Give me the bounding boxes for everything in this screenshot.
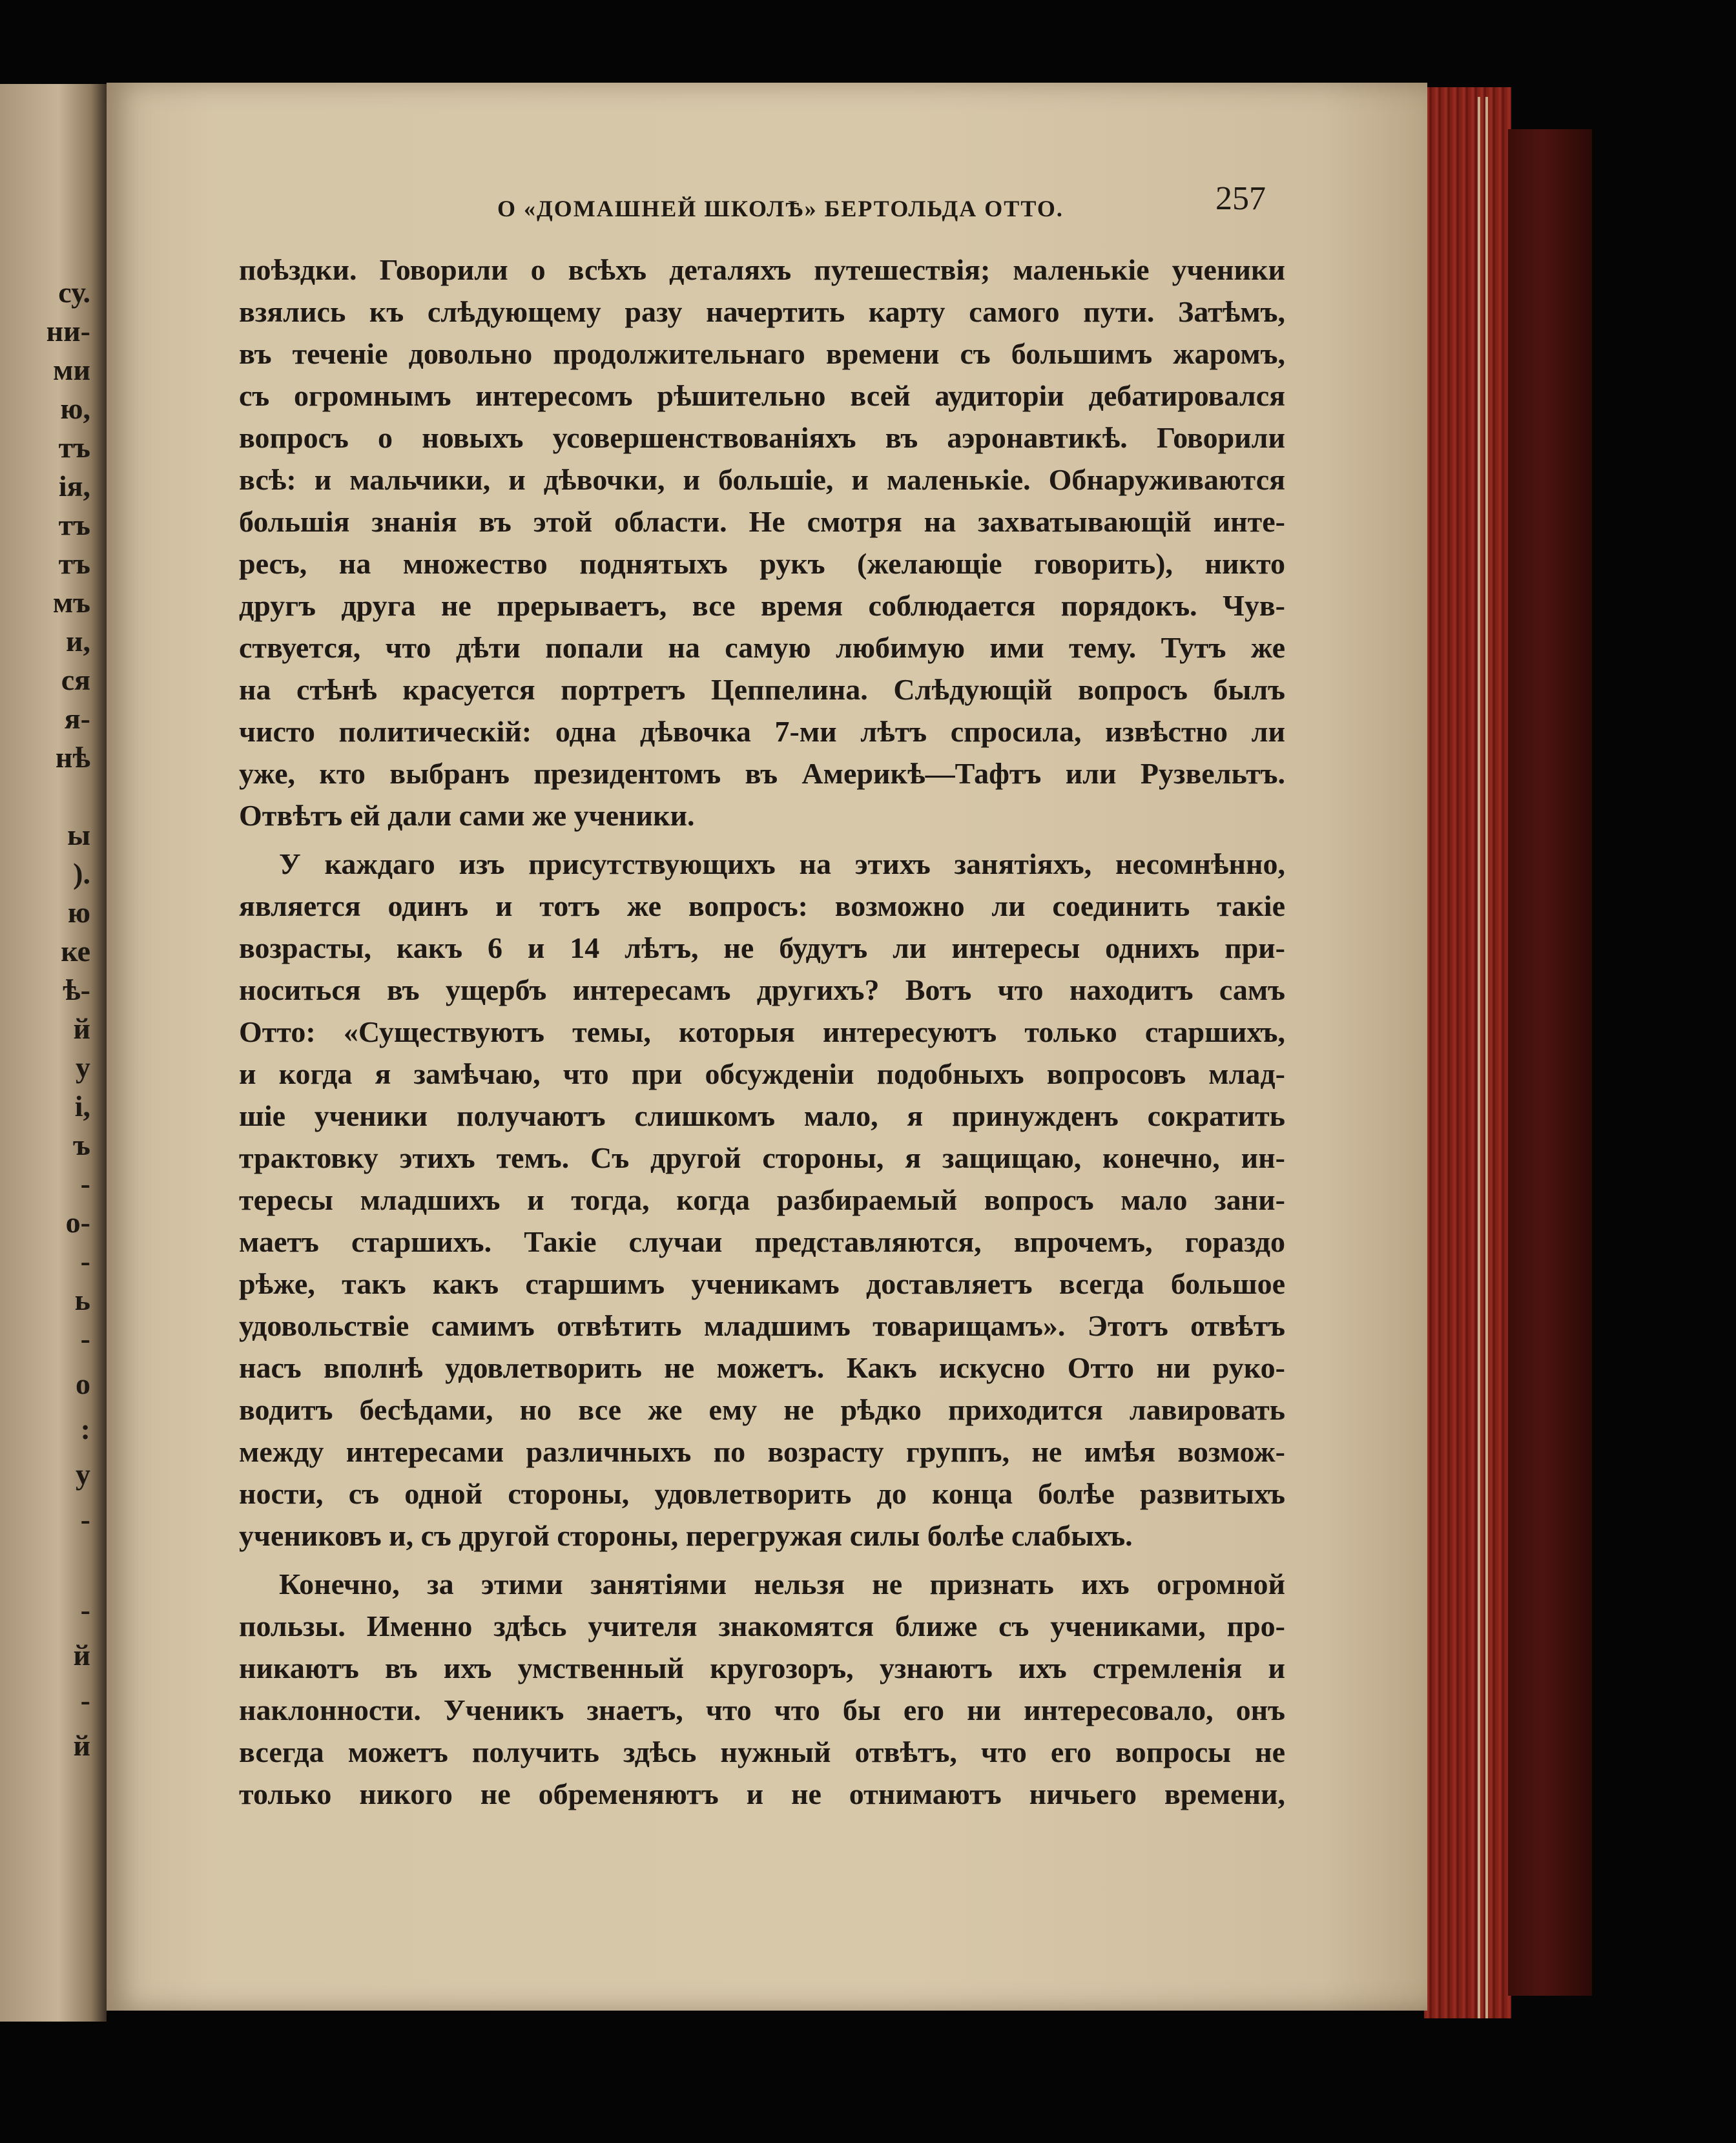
- prev-page-fragment: -: [80, 1167, 90, 1200]
- prev-page-fragment: тъ: [58, 431, 90, 464]
- prev-page-fragment: й: [73, 1639, 90, 1672]
- prev-page-fragment: -: [80, 1503, 90, 1536]
- text-line: ресъ, на множество поднятыхъ рукъ (желающіе говорить), никто: [239, 547, 1285, 580]
- text-line: въ теченіе довольно продолжительнаго времени съ большимъ жаромъ,: [239, 337, 1285, 370]
- prev-page-fragment: й: [73, 1012, 90, 1045]
- text-line: взялись къ слѣдующему разу начертить карту самого пути. Затѣмъ,: [239, 295, 1285, 328]
- text-line: тересы младшихъ и тогда, когда разбираемый вопросъ мало зани-: [239, 1183, 1285, 1216]
- text-line: У каждаго изъ присутствующихъ на этихъ занятіяхъ, несомнѣнно,: [279, 847, 1285, 880]
- prev-page-fragment: -: [80, 1245, 90, 1278]
- prev-page-fragment: ).: [73, 857, 90, 890]
- prev-page-fragment: тъ: [58, 508, 90, 541]
- prev-page-fragment: о: [76, 1367, 90, 1400]
- prev-page-fragment: и,: [65, 625, 90, 657]
- text-line: Конечно, за этими занятіями нельзя не признать ихъ огромной: [279, 1568, 1285, 1600]
- text-line: только никого не обременяютъ и не отнимаютъ ничьего времени,: [239, 1777, 1285, 1810]
- prev-page-fragment: мъ: [52, 586, 90, 619]
- prev-page-fragment: ѣ-: [63, 973, 90, 1006]
- prev-page-fragment: -: [80, 1684, 90, 1717]
- prev-page-fragment: ь: [74, 1283, 90, 1316]
- text-line: ствуется, что дѣти попали на самую любимую ими тему. Тутъ же: [239, 631, 1285, 664]
- text-line: учениковъ и, съ другой стороны, перегружая силы болѣе слабыхъ.: [239, 1519, 1133, 1552]
- prev-page-fragment: ю: [67, 896, 90, 929]
- text-line: возрасты, какъ 6 и 14 лѣтъ, не будутъ ли интересы однихъ при-: [239, 931, 1285, 964]
- prev-page-fragment: ю,: [60, 392, 90, 425]
- text-line: трактовку этихъ темъ. Съ другой стороны, я защищаю, конечно, ин-: [239, 1141, 1285, 1174]
- prev-page-fragment: ъ: [73, 1128, 90, 1161]
- text-line: наклонности. Ученикъ знаетъ, что что бы его ни интересовало, онъ: [239, 1693, 1285, 1726]
- text-line: между интересами различныхъ по возрасту группъ, не имѣя возмож-: [239, 1435, 1285, 1468]
- prev-page-fragment: о-: [65, 1206, 90, 1239]
- previous-page-edge: [0, 84, 107, 2022]
- text-line: чисто политическій: одна дѣвочка 7-ми лѣтъ спросила, извѣстно ли: [239, 715, 1285, 748]
- prev-page-fragment: -: [80, 1322, 90, 1355]
- prev-page-fragment: і,: [74, 1090, 90, 1123]
- text-line: никаютъ въ ихъ умственный кругозоръ, узнаютъ ихъ стремленія и: [239, 1651, 1285, 1684]
- text-line: поѣздки. Говорили о всѣхъ деталяхъ путешествія; маленькіе ученики: [239, 253, 1285, 286]
- text-line: другъ друга не прерываетъ, все время соблюдается порядокъ. Чув-: [239, 589, 1285, 622]
- prev-page-fragment: ія,: [58, 470, 90, 502]
- text-line: пользы. Именно здѣсь учителя знакомятся ближе съ учениками, про-: [239, 1610, 1285, 1642]
- prev-page-fragment: ми: [53, 353, 90, 386]
- prev-page-fragment: ся: [61, 663, 90, 696]
- text-line: ности, съ одной стороны, удовлетворить до конца болѣе развитыхъ: [239, 1477, 1285, 1510]
- prev-page-fragment: су.: [58, 276, 90, 309]
- prev-page-fragment: ни-: [46, 315, 90, 347]
- text-line: всѣ: и мальчики, и дѣвочки, и большіе, и маленькіе. Обнаруживаются: [239, 463, 1285, 496]
- prev-page-fragment: й: [73, 1729, 90, 1762]
- prev-page-fragment: у: [76, 1051, 90, 1084]
- prev-page-fragment: тъ: [58, 547, 90, 580]
- text-line: на стѣнѣ красуется портретъ Цеппелина. Слѣдующій вопросъ былъ: [239, 673, 1285, 706]
- prev-page-fragment: у: [76, 1458, 90, 1491]
- text-line: Отто: «Существуютъ темы, которыя интересуютъ только старшихъ,: [239, 1015, 1285, 1048]
- prev-page-fragment: ке: [61, 935, 90, 968]
- prev-page-fragment: -: [80, 1593, 90, 1626]
- prev-page-fragment: я-: [64, 702, 90, 735]
- book-cover-edge: [1508, 129, 1592, 1996]
- text-line: уже, кто выбранъ президентомъ въ Америкѣ—Тафтъ или Рузвельтъ.: [239, 757, 1285, 790]
- page-edge-line: [1485, 97, 1488, 2018]
- page-block-edge: [1424, 87, 1511, 2018]
- text-line: всегда можетъ получить здѣсь нужный отвѣтъ, что его вопросы не: [239, 1735, 1285, 1768]
- text-line: носиться въ ущербъ интересамъ другихъ? Вотъ что находитъ самъ: [239, 973, 1285, 1006]
- text-line: маетъ старшихъ. Такіе случаи представляются, впрочемъ, гораздо: [239, 1225, 1285, 1258]
- prev-page-fragment: нѣ: [55, 741, 90, 774]
- text-line: большія знанія въ этой области. Не смотря на захватывающій инте-: [239, 505, 1285, 538]
- prev-page-fragment: :: [80, 1413, 90, 1445]
- text-line: водитъ бесѣдами, но все же ему не рѣдко приходится лавировать: [239, 1393, 1285, 1426]
- text-line: насъ вполнѣ удовлетворить не можетъ. Какъ искусно Отто ни руко-: [239, 1351, 1285, 1384]
- text-line: съ огромнымъ интересомъ рѣшительно всей аудиторіи дебатировался: [239, 379, 1285, 412]
- text-line: удовольствіе самимъ отвѣтить младшимъ товарищамъ». Этотъ отвѣтъ: [239, 1309, 1285, 1342]
- prev-page-fragment: ы: [67, 818, 90, 851]
- text-line: является одинъ и тотъ же вопросъ: возможно ли соединить такіе: [239, 889, 1285, 922]
- text-line: шіе ученики получаютъ слишкомъ мало, я принужденъ сократить: [239, 1099, 1285, 1132]
- text-line: Отвѣтъ ей дали сами же ученики.: [239, 799, 695, 832]
- running-head: О «ДОМАШНЕЙ ШКОЛѢ» БЕРТОЛЬДА ОТТО.: [497, 196, 1064, 222]
- text-line: рѣже, такъ какъ старшимъ ученикамъ доставляетъ всегда большое: [239, 1267, 1285, 1300]
- text-line: вопросъ о новыхъ усовершенствованіяхъ въ аэронавтикѣ. Говорили: [239, 421, 1285, 454]
- page-edge-line: [1478, 97, 1480, 2018]
- page-number: 257: [1215, 180, 1266, 217]
- text-line: и когда я замѣчаю, что при обсужденіи подобныхъ вопросовъ млад-: [239, 1057, 1285, 1090]
